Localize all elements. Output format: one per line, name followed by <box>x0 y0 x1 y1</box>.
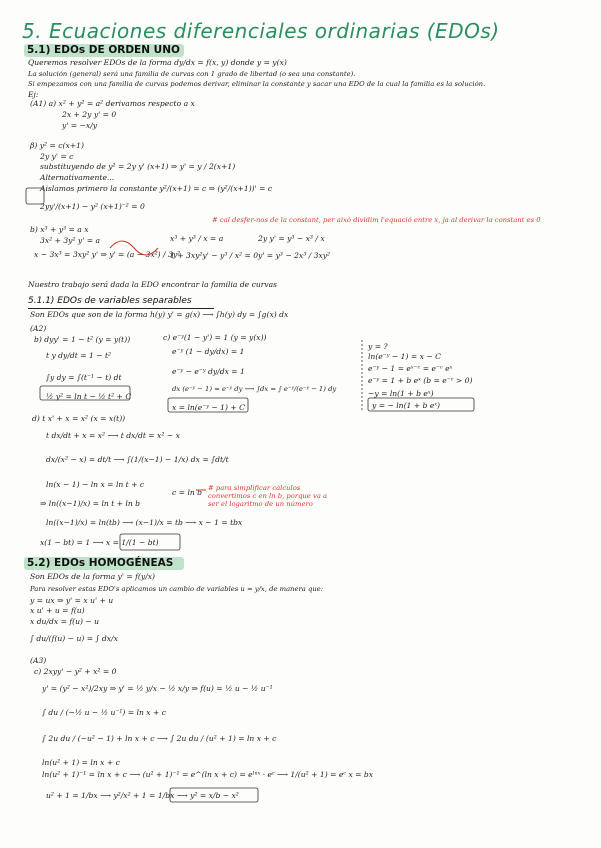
example-line: 3x² + 3y² y' = a <box>40 236 101 245</box>
example-line: x u' + u = f(u) <box>30 606 85 615</box>
example-line: x³ + y³ / x = a <box>170 234 224 243</box>
pen-mark <box>170 788 258 802</box>
pen-mark <box>110 241 158 255</box>
example-line: ln(u² + 1) = ln x + c <box>42 758 120 767</box>
example-line: 2x + 2y y' = 0 <box>62 110 117 119</box>
example-line: Aislamos primero la constante y²/(x+1) = c ⇒ (y²/(x+1))' = c <box>40 184 273 193</box>
example-line: Alternativamente... <box>40 173 115 182</box>
example-label: (A2) <box>30 324 47 333</box>
text-line: Ej: <box>28 90 39 99</box>
example-line: ∫ du/(f(u) − u) = ∫ dx/x <box>30 634 118 643</box>
example-line: (A1) a) x² + y² = a² derivamos respecto a x <box>30 99 195 108</box>
text-line: Son EDOs de la forma y' = f(y/x) <box>30 572 155 581</box>
example-line: y' = y³ − 2x³ / 3xy² <box>258 251 331 260</box>
example-line: c = ln b <box>172 488 203 497</box>
example-line: c) e⁻ʸ(1 − y') = 1 (y = y(x)) <box>163 333 267 342</box>
text-line: Si empezamos con una familia de curvas podemos derivar, eliminar la constante y sacar una EDO de la cual la familia es la solución. <box>28 80 486 88</box>
example-line: x du/dx = f(u) − u <box>30 617 100 626</box>
text-line: Para resolver estas EDO's aplicamos un cambio de variables u = y/x, de manera que: <box>30 585 324 593</box>
example-line: ∫y dy = ∫(t⁻¹ − t) dt <box>46 373 122 382</box>
example-line: y = − ln(1 + b eˣ) <box>372 401 440 410</box>
text-line: Son EDOs que son de la forma h(y) y' = g(x) ⟶ ∫h(y) dy = ∫g(x) dx <box>30 310 289 319</box>
example-line: dx/(x² − x) = dt/t ⟶ ∫(1/(x−1) − 1/x) dx = ∫dt/t <box>46 455 229 464</box>
example-line: ∫ 2u du / (−u² − 1) + ln x + c ⟶ ∫ 2u du / (u² + 1) = ln x + c <box>42 734 277 743</box>
section-heading-5-1: 5.1) EDOs DE ORDEN UNO <box>27 44 180 56</box>
example-line: ln((x−1)/x) = ln(tb) ⟶ (x−1)/x = tb ⟶ x − 1 = tbx <box>46 518 243 527</box>
example-line: dx (e⁻ʸ − 1) = e⁻ʸ dy ⟶ ∫dx = ∫ e⁻ʸ/(e⁻ʸ − 1) dy <box>172 385 337 393</box>
example-line: ∫ du / (−½ u − ½ u⁻¹) = ln x + c <box>42 708 167 717</box>
example-line: x = ln(e⁻ʸ − 1) + C <box>172 403 245 412</box>
example-line: 2yy'/(x+1) − y² (x+1)⁻² = 0 <box>40 202 145 211</box>
example-line: −y = ln(1 + b eˣ) <box>368 389 434 398</box>
pen-mark <box>120 534 180 550</box>
example-line: x(1 − bt) = 1 ⟶ x = 1/(1 − bt) <box>40 538 159 547</box>
example-label: (A3) <box>30 656 47 665</box>
example-line: 1 + 3xy²y' − y³ / x² = 0 <box>170 251 259 260</box>
example-line: y = ux ⇒ y' = x u' + u <box>30 596 114 605</box>
example-line: ½ y² = ln t − ½ t² + C <box>46 392 132 401</box>
example-line: y' = (y² − x²)/2xy ⇒ y' = ½ y/x − ½ x/y ⇒ f(u) = ½ u − ½ u⁻¹ <box>42 684 273 693</box>
example-line: c) 2xyy' − y² + x² = 0 <box>34 667 117 676</box>
example-line: ⇒ ln((x−1)/x) = ln t + ln b <box>40 499 141 508</box>
pen-mark <box>26 188 44 204</box>
text-line: Nuestro trabajo será dada la EDO encontrar la familia de curvas <box>28 280 278 289</box>
note-red: # cal desfer-nos de la constant, per això dividim l'equació entre x, ja al derivar la constant es 0 <box>212 216 541 224</box>
pen-mark <box>368 398 474 411</box>
pen-mark <box>168 398 248 412</box>
example-line: d) t x' + x = x² (x = x(t)) <box>32 414 126 423</box>
example-line: e⁻ʸ − 1 = eˣ⁻ᶜ = e⁻ᶜ eˣ <box>368 364 453 373</box>
example-line: u² + 1 = 1/bx ⟶ y²/x² + 1 = 1/bx ⟶ y² = x/b − x² <box>46 791 239 800</box>
example-line: y' = −x/y <box>62 121 98 130</box>
example-line: 2y y' = c <box>40 152 74 161</box>
example-line: ln(u² + 1)⁻¹ = ln x + c ⟶ (u² + 1)⁻¹ = e^(ln x + c) = eˡⁿˣ · eᶜ ⟶ 1/(u² + 1) = eᶜ x = bx <box>42 770 374 779</box>
example-line: substituyendo de y² = 2y y' (x+1) ⇒ y' = y / 2(x+1) <box>40 162 236 171</box>
section-heading-5-2: 5.2) EDOs HOMOGÉNEAS <box>27 557 174 569</box>
example-line: e⁻ʸ − e⁻ʸ dy/dx = 1 <box>172 367 245 376</box>
example-line: x − 3x³ = 3xy² y' ⇒ y' = (a − 3x²) / 3y² <box>34 250 181 259</box>
example-line: b) x³ + y³ = a x <box>30 225 89 234</box>
example-line: β) y² = c(x+1) <box>30 141 84 150</box>
example-line: e⁻ʸ = 1 + b eˣ (b = e⁻ᶜ > 0) <box>368 376 473 385</box>
section-heading-5-1-1: 5.1.1) EDOs de variables separables <box>28 296 192 306</box>
text-line: Queremos resolver EDOs de la forma dy/dx = f(x, y) donde y = y(x) <box>28 58 287 67</box>
text-line: La solución (general) será una familia de curvas con 1 grado de libertad (o sea una constante). <box>28 70 356 78</box>
example-line: ln(x − 1) − ln x = ln t + c <box>46 480 145 489</box>
example-line: y = ? <box>368 342 388 351</box>
example-line: t dx/dt + x = x² ⟶ t dx/dt = x² − x <box>46 431 180 440</box>
pen-mark <box>40 386 130 400</box>
example-line: t y dy/dt = 1 − t² <box>46 351 112 360</box>
example-line: b) dyy' = 1 − t² (y = y(t)) <box>34 335 131 344</box>
note-red: # para simplificar cálculos convertimos c en ln b, porque va a ser el logaritmo de un número <box>208 484 328 508</box>
page-title: 5. Ecuaciones diferenciales ordinarias (EDOs) <box>22 19 500 43</box>
example-line: e⁻ʸ (1 − dy/dx) = 1 <box>172 347 245 356</box>
example-line: 2y y' = y³ − x³ / x <box>258 234 325 243</box>
example-line: ln(e⁻ʸ − 1) = x − C <box>368 352 441 361</box>
